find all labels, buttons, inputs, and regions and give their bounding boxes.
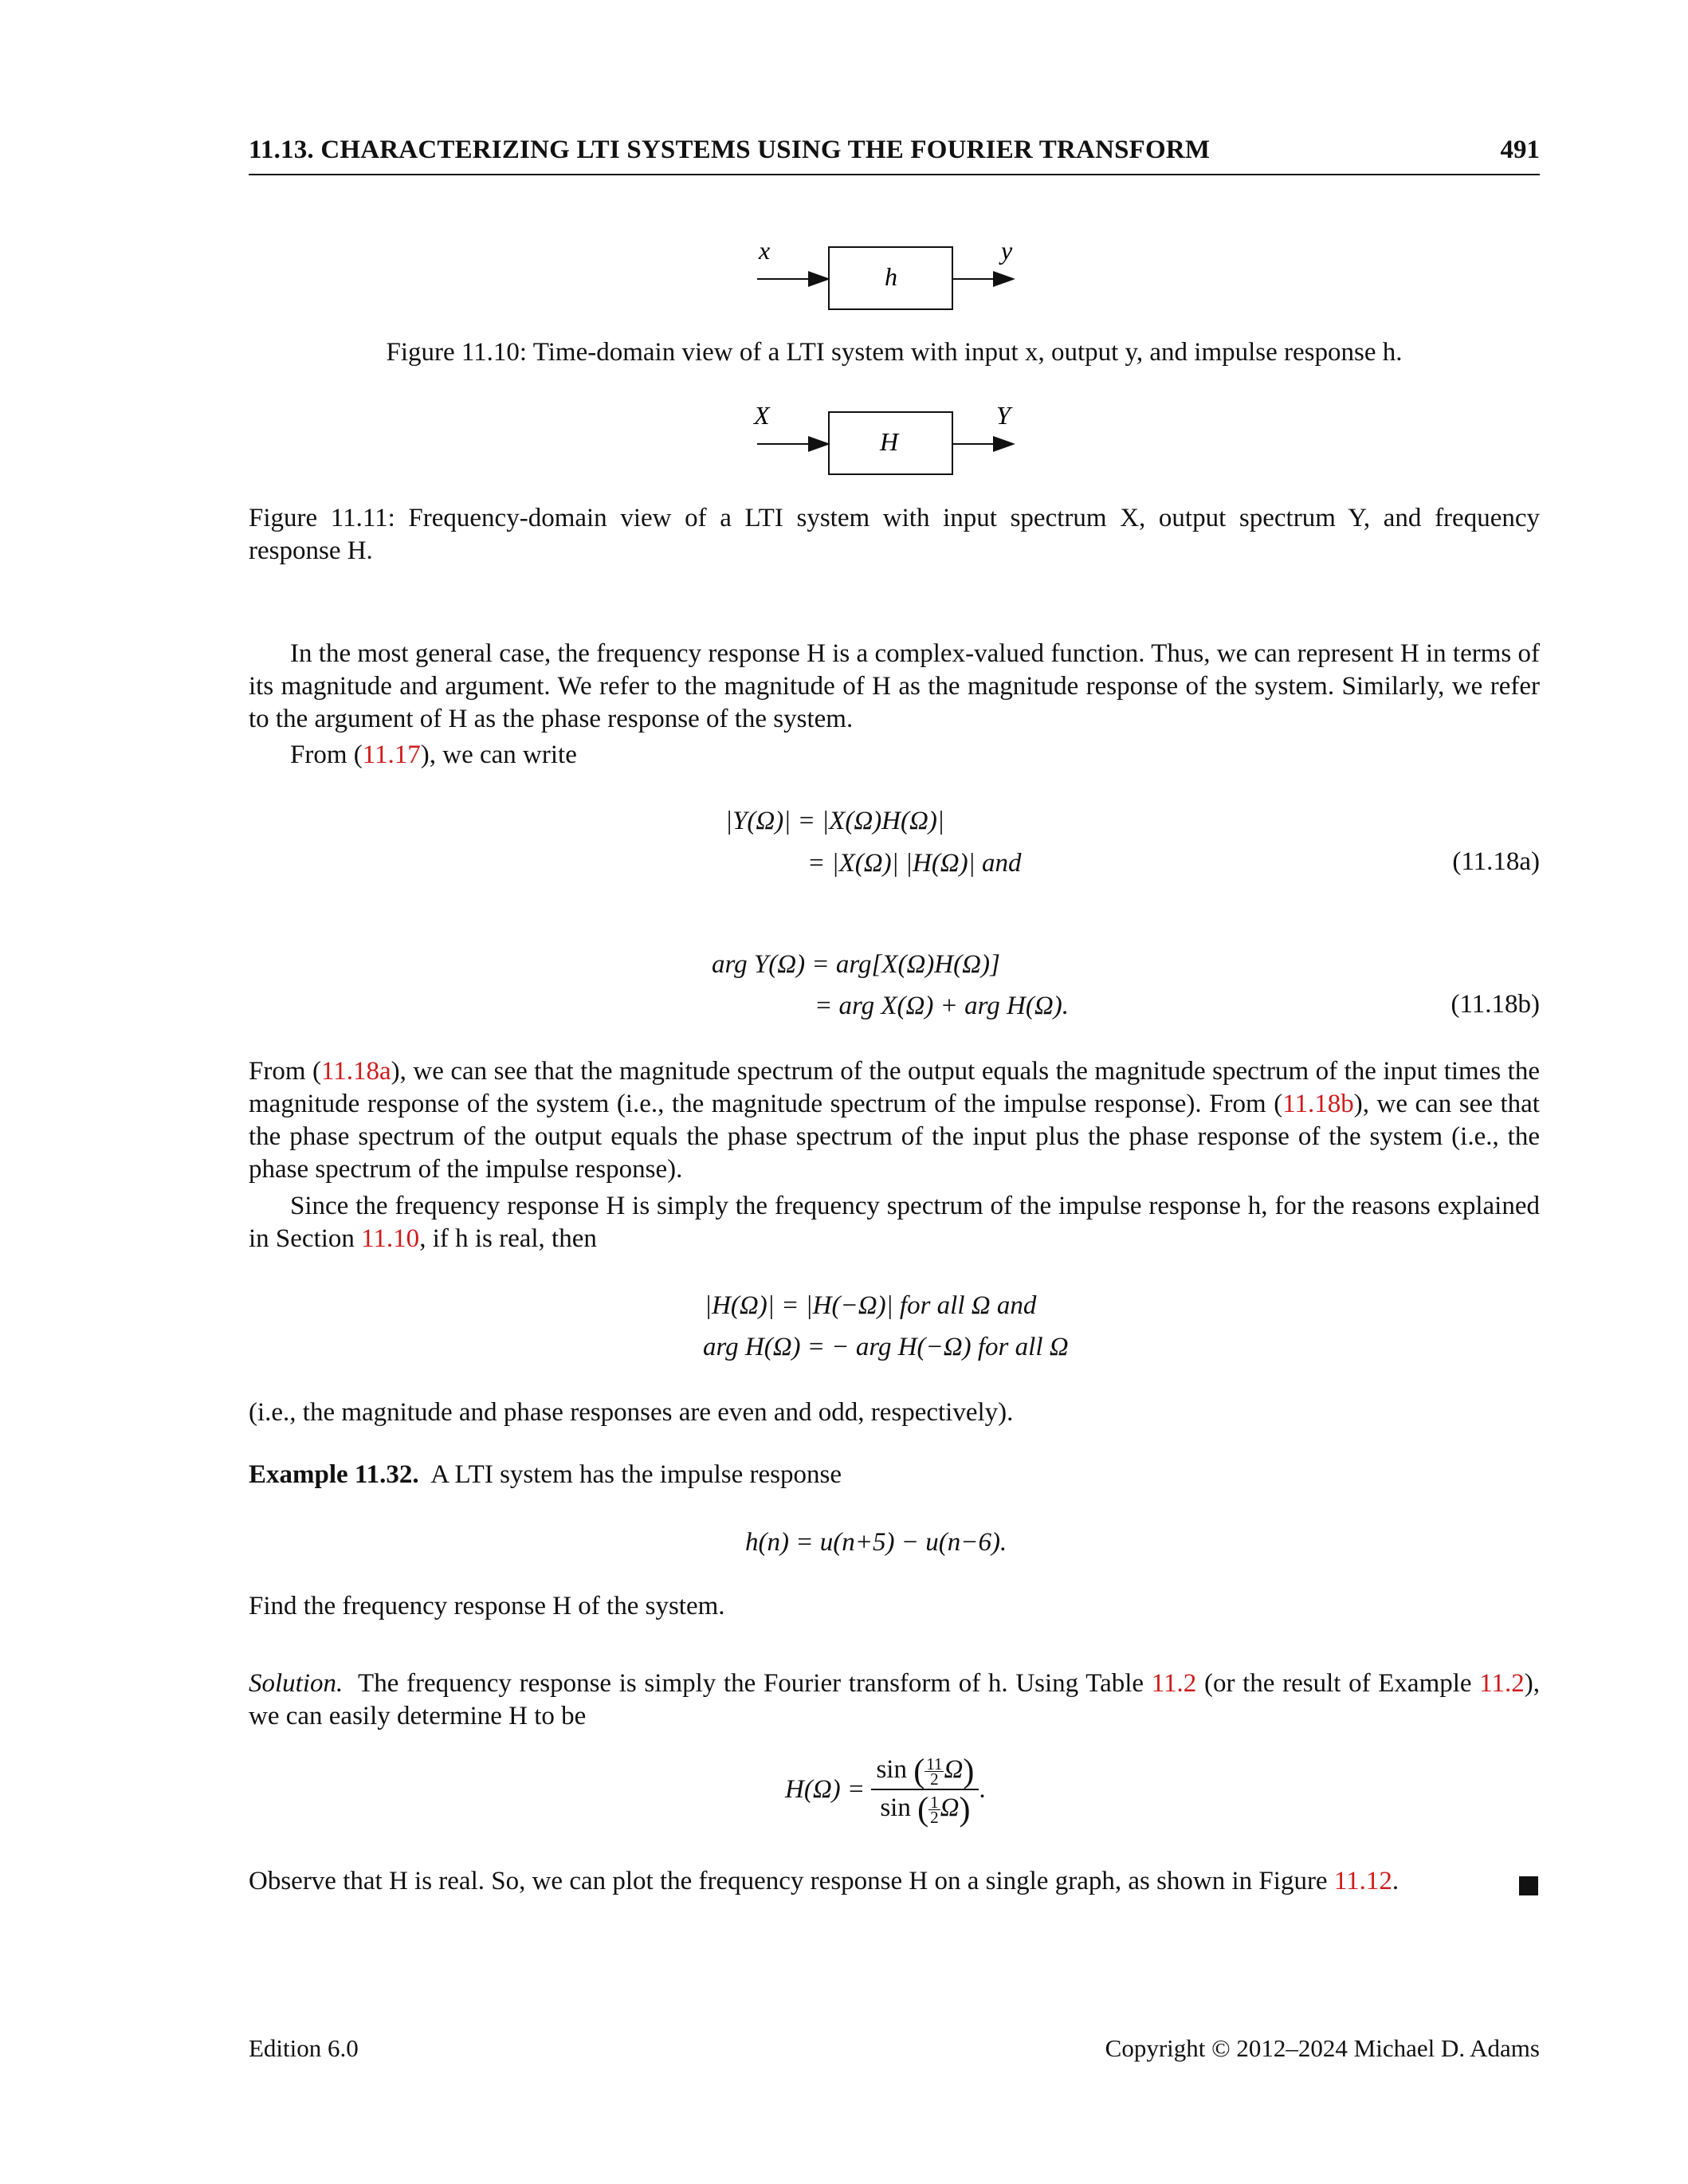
page-number: 491 <box>1500 136 1540 164</box>
solution-paragraph: Solution. The frequency response is simply the Fourier transform of h. Using Table 11.2 (or the result of Example 11.2), we can easily determine H to be <box>249 1669 1541 1730</box>
box-label: H <box>880 427 899 456</box>
denominator: sin ( $\frac{1}{2}$ Ω) <box>880 1791 971 1829</box>
fraction <box>871 1752 979 1828</box>
find-statement: Find the frequency response H of the system. <box>249 1592 725 1620</box>
solution-label: Solution. <box>249 1669 343 1698</box>
qed-square <box>1519 1876 1538 1895</box>
footer-edition: Edition 6.0 <box>249 2034 359 2062</box>
example-statement: Example 11.32. A LTI system has the impulse response <box>249 1460 842 1489</box>
figure-11-10-diagram <box>749 235 1020 323</box>
ref-figure-11-12[interactable]: 11.12 <box>1333 1867 1392 1895</box>
ref-example-11-2[interactable]: 11.2 <box>1479 1669 1525 1698</box>
section-title: 11.13. CHARACTERIZING LTI SYSTEMS USING THE FOURIER TRANSFORM <box>249 136 1211 164</box>
caption-line-2: response H. <box>249 536 373 565</box>
eq-18b-line-1: arg Y(Ω) = arg[X(Ω)H(Ω)] <box>712 950 1000 979</box>
eq-18a-line-1: |Y(Ω)| = |X(Ω)H(Ω)| <box>725 807 944 835</box>
box-label: h <box>885 262 897 291</box>
paragraph-5: (i.e., the magnitude and phase responses are even and odd, respectively). <box>249 1398 1014 1427</box>
eq-18b-line-2: = arg X(Ω) + arg H(Ω). <box>815 992 1069 1020</box>
running-header <box>249 134 1540 175</box>
example-label: Example 11.32. <box>249 1460 419 1489</box>
input-label: X <box>754 401 770 430</box>
eq-lhs: H(Ω) = <box>785 1774 866 1804</box>
ref-11-18a[interactable]: 11.18a <box>320 1057 391 1086</box>
eq-18b-number: (11.18b) <box>1451 990 1540 1019</box>
figure-11-11-diagram <box>749 400 1020 488</box>
observe-paragraph: Observe that H is real. So, we can plot the frequency response H on a single graph, as shown in Figure 11.12. <box>249 1867 1399 1895</box>
eq-18a-number: (11.18a) <box>1452 847 1540 876</box>
paragraph-1: In the most general case, the frequency response H is a complex-valued function. Thus, we can represent H in terms of its magnitude and argument. We refer to the magnitude of H as the magnitude response of the system. Similarly, we refer to the argument of H as the phase response of the system. <box>249 639 1540 733</box>
paragraph-2: From (11.17), we can write <box>290 740 577 769</box>
eq-impulse-response: h(n) = u(n+5) − u(n−6). <box>745 1528 1007 1557</box>
eq-symmetry-line-2: arg H(Ω) = − arg H(−Ω) for all Ω <box>703 1333 1069 1361</box>
numerator: sin ( $\frac{11}{2}$ Ω) <box>871 1752 979 1790</box>
paragraph-3: From (11.18a), we can see that the magnitude spectrum of the output equals the magnitude spectrum of the input times the magnitude response of the system (i.e., the magnitude spectrum of the impulse response). From (11.18b), we can see that the phase spectrum of the output equals the phase spectrum of the input plus the phase response of the system (i.e., the phase spectrum of the impulse response). <box>249 1057 1540 1184</box>
eq-symmetry-line-1: |H(Ω)| = |H(−Ω)| for all Ω and <box>705 1291 1037 1320</box>
eq-frequency-response: H(Ω) = sin ( $\frac{11}{2}$ Ω) sin ( $\frac{1}{2}$ Ω) . <box>785 1753 986 1829</box>
ref-11-17[interactable]: 11.17 <box>362 740 421 769</box>
footer-copyright: Copyright © 2012–2024 Michael D. Adams <box>1105 2034 1540 2062</box>
ref-11-10[interactable]: 11.10 <box>361 1224 420 1253</box>
figure-11-11-caption <box>249 502 1540 568</box>
output-label: y <box>1001 236 1013 265</box>
output-label: Y <box>996 401 1011 430</box>
figure-11-10-caption: Figure 11.10: Time-domain view of a LTI system with input x, output y, and impulse response h. <box>386 338 1403 367</box>
input-label: x <box>759 236 771 265</box>
ref-table-11-2[interactable]: 11.2 <box>1151 1669 1197 1698</box>
eq-18a-line-2: = |X(Ω)| |H(Ω)| and <box>807 849 1022 878</box>
caption-line-1: Figure 11.11: Frequency-domain view of a LTI system with input spectrum X, output spectrum Y, and frequency <box>249 504 1540 532</box>
ref-11-18b[interactable]: 11.18b <box>1282 1090 1354 1118</box>
paragraph-4: Since the frequency response H is simply the frequency spectrum of the impulse response h, for the reasons explained in Section 11.10, if h is real, then <box>249 1192 1540 1253</box>
